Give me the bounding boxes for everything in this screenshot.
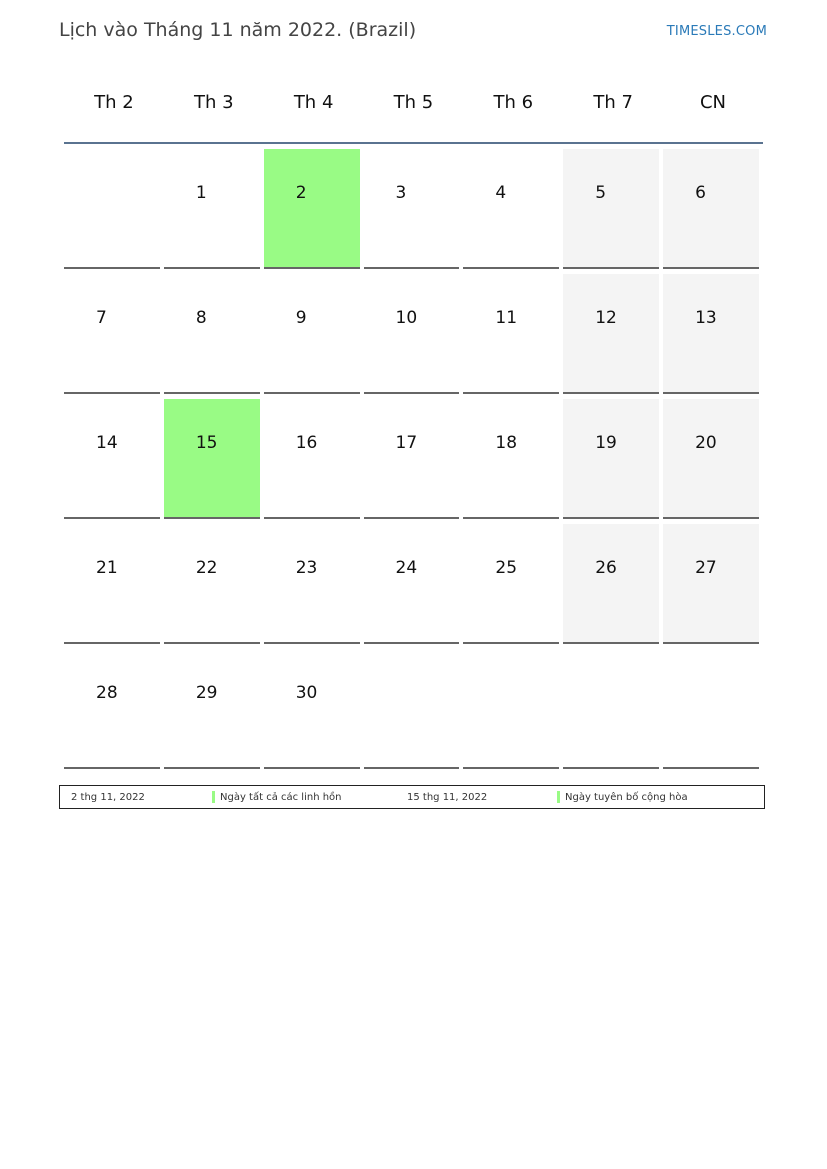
day-number: 3: [395, 183, 407, 203]
legend-date: 2 thg 11, 2022: [71, 792, 145, 803]
header-divider: [64, 142, 763, 144]
day-number: 28: [96, 683, 118, 703]
weekday-header: [64, 78, 763, 128]
day-cell[interactable]: [264, 649, 360, 769]
day-cell[interactable]: [164, 649, 260, 769]
day-number: 8: [195, 308, 207, 328]
day-cell[interactable]: [164, 399, 260, 519]
day-cell[interactable]: [64, 524, 160, 644]
empty-day-cell: [364, 649, 460, 769]
holiday-legend: [59, 785, 765, 809]
day-cell[interactable]: [364, 274, 460, 394]
legend-holiday-name: Ngày tuyên bố cộng hòa: [565, 792, 688, 803]
day-number: 11: [495, 308, 518, 328]
day-number: 26: [595, 558, 617, 578]
weekday-label: Th 2: [94, 92, 134, 113]
day-cell[interactable]: [364, 399, 460, 519]
day-number: 23: [295, 558, 318, 578]
day-cell[interactable]: [264, 149, 360, 269]
day-cell[interactable]: [663, 274, 759, 394]
day-cell[interactable]: [563, 524, 659, 644]
day-cell[interactable]: [164, 274, 260, 394]
weekday-label: Th 4: [293, 92, 334, 113]
day-number: 27: [695, 558, 717, 578]
day-number: 17: [395, 433, 418, 453]
day-cell[interactable]: [463, 274, 559, 394]
page-title: Lịch vào Tháng 11 năm 2022. (Brazil): [59, 19, 417, 41]
calendar-grid: [64, 78, 763, 774]
day-number: 20: [695, 433, 717, 453]
day-cell[interactable]: [463, 399, 559, 519]
day-number: 7: [96, 308, 107, 328]
day-number: 4: [495, 183, 507, 203]
empty-day-cell: [64, 149, 160, 269]
day-number: 29: [195, 683, 218, 703]
day-number: 22: [195, 558, 218, 578]
legend-color-marker: [557, 791, 560, 803]
week-row: [64, 149, 763, 274]
day-cell[interactable]: [64, 649, 160, 769]
week-row: [64, 524, 763, 649]
day-cell[interactable]: [364, 149, 460, 269]
day-number: 30: [295, 683, 318, 703]
day-cell[interactable]: [663, 399, 759, 519]
day-cell[interactable]: [264, 274, 360, 394]
week-row: [64, 649, 763, 774]
day-cell[interactable]: [663, 524, 759, 644]
day-number: 10: [395, 308, 418, 328]
weeks-container: [64, 149, 763, 774]
legend-holiday-name: Ngày tất cả các linh hồn: [220, 792, 342, 803]
weekday-label: Th 3: [193, 92, 234, 113]
day-cell[interactable]: [563, 274, 659, 394]
day-number: 25: [495, 558, 518, 578]
day-cell[interactable]: [364, 524, 460, 644]
day-cell[interactable]: [264, 524, 360, 644]
day-cell[interactable]: [663, 149, 759, 269]
week-row: [64, 399, 763, 524]
empty-day-cell: [663, 649, 759, 769]
day-number: 16: [295, 433, 318, 453]
day-number: 12: [595, 308, 617, 328]
day-number: 14: [96, 433, 118, 453]
weekday-label: Th 5: [393, 92, 434, 113]
day-number: 9: [295, 308, 307, 328]
weekday-label: Th 7: [593, 92, 633, 113]
legend-date: 15 thg 11, 2022: [407, 792, 488, 803]
day-number: 13: [695, 308, 717, 328]
day-cell[interactable]: [64, 274, 160, 394]
day-number: 21: [96, 558, 118, 578]
brand-link[interactable]: TIMESLES.COM: [666, 24, 767, 39]
day-cell[interactable]: [164, 524, 260, 644]
weekday-label: CN: [699, 92, 726, 113]
day-cell[interactable]: [563, 399, 659, 519]
day-number: 1: [195, 183, 207, 203]
day-number: 19: [595, 433, 617, 453]
day-number: 15: [195, 433, 218, 453]
empty-day-cell: [563, 649, 659, 769]
day-number: 5: [595, 183, 607, 203]
day-cell[interactable]: [463, 524, 559, 644]
day-cell[interactable]: [463, 149, 559, 269]
day-number: 2: [295, 183, 307, 203]
day-cell[interactable]: [64, 399, 160, 519]
day-number: 24: [395, 558, 418, 578]
day-cell[interactable]: [164, 149, 260, 269]
day-cell[interactable]: [264, 399, 360, 519]
day-number: 18: [495, 433, 518, 453]
day-number: 6: [695, 183, 706, 203]
day-cell[interactable]: [563, 149, 659, 269]
weekday-label: Th 6: [493, 92, 534, 113]
week-row: [64, 274, 763, 399]
legend-color-marker: [212, 791, 215, 803]
empty-day-cell: [463, 649, 559, 769]
